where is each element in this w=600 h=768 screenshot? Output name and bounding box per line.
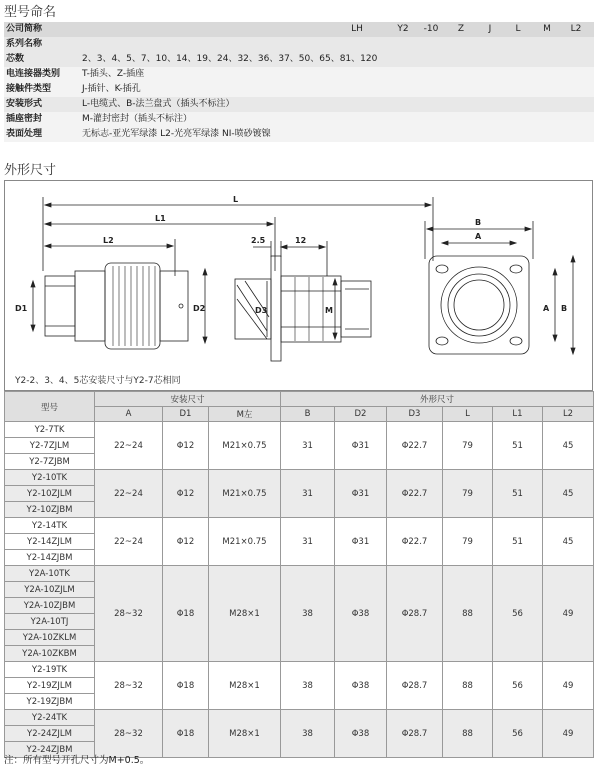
value-cell-l1: 56 xyxy=(493,566,543,662)
header-L1: L1 xyxy=(493,407,543,422)
dimensions-heading: 外形尺寸 xyxy=(4,163,57,178)
model-cell: Y2-24TK xyxy=(5,710,95,726)
value-cell-l1: 56 xyxy=(493,710,543,758)
table-row xyxy=(5,470,594,486)
footnote: 注：所有型号开孔尺寸为M+0.5。 xyxy=(4,755,150,766)
value-cell-l: 88 xyxy=(443,566,493,662)
dimension-table xyxy=(4,391,594,758)
naming-row-company xyxy=(4,22,594,37)
model-cell: Y2-7ZJBM xyxy=(5,454,95,470)
code-LH: LH xyxy=(351,24,363,34)
value-cell-m左: M28×1 xyxy=(209,710,281,758)
model-cell: Y2A-10ZKBM xyxy=(5,646,95,662)
header-install: 安装尺寸 xyxy=(95,392,281,407)
header-D1: D1 xyxy=(163,407,209,422)
value-cell-d3: Φ28.7 xyxy=(387,662,443,710)
code-10: -10 xyxy=(423,24,439,34)
model-cell: Y2A-10TK xyxy=(5,566,95,582)
value-cell-a: 28~32 xyxy=(95,710,163,758)
value-cell-l1: 56 xyxy=(493,662,543,710)
table-row xyxy=(5,662,594,678)
value-cell-b: 31 xyxy=(281,518,335,566)
naming-value: T-插头、Z-插座 xyxy=(82,69,145,79)
value-cell-l: 88 xyxy=(443,710,493,758)
header-L2: L2 xyxy=(543,407,594,422)
naming-value: L-电缆式、B-法兰盘式（插头不标注） xyxy=(82,99,235,109)
dim-D3-label: D3 xyxy=(255,306,268,315)
model-cell: Y2-14TK xyxy=(5,518,95,534)
table-row xyxy=(5,566,594,582)
naming-row-series xyxy=(4,37,594,52)
naming-label: 系列名称 xyxy=(6,39,43,49)
value-cell-a: 28~32 xyxy=(95,662,163,710)
naming-label: 表面处理 xyxy=(6,129,43,139)
value-cell-l1: 51 xyxy=(493,422,543,470)
header-B: B xyxy=(281,407,335,422)
header-model: 型号 xyxy=(5,392,95,422)
value-cell-b: 31 xyxy=(281,470,335,518)
naming-table xyxy=(4,22,594,142)
value-cell-b: 38 xyxy=(281,662,335,710)
header-A: A xyxy=(95,407,163,422)
naming-label: 安装形式 xyxy=(6,99,43,109)
model-cell: Y2-7TK xyxy=(5,422,95,438)
value-cell-d2: Φ31 xyxy=(335,518,387,566)
value-cell-l2: 45 xyxy=(543,518,594,566)
value-cell-l2: 49 xyxy=(543,566,594,662)
model-cell: Y2-14ZJBM xyxy=(5,550,95,566)
value-cell-d2: Φ31 xyxy=(335,422,387,470)
code-L: L xyxy=(515,24,521,34)
model-cell: Y2-7ZJLM xyxy=(5,438,95,454)
dim-D1-label: D1 xyxy=(15,304,28,313)
dim-M-label: M xyxy=(325,306,333,315)
value-cell-d1: Φ18 xyxy=(163,662,209,710)
dim-B-top-label: B xyxy=(475,218,482,227)
value-cell-d3: Φ28.7 xyxy=(387,710,443,758)
naming-row-contact xyxy=(4,82,594,97)
value-cell-l1: 51 xyxy=(493,470,543,518)
value-cell-d2: Φ31 xyxy=(335,470,387,518)
naming-label: 插座密封 xyxy=(6,114,43,124)
naming-value: 无标志-亚光军绿漆 L2-光亮军绿漆 NI-喷砂镀镍 xyxy=(82,129,271,139)
value-cell-m左: M28×1 xyxy=(209,566,281,662)
model-cell: Y2-24ZJBM xyxy=(5,742,95,758)
naming-value: 2、3、4、5、7、10、14、19、24、32、36、37、50、65、81、120 xyxy=(82,54,378,64)
value-cell-l2: 45 xyxy=(543,422,594,470)
connector-drawing xyxy=(5,181,592,390)
value-cell-d1: Φ12 xyxy=(163,470,209,518)
naming-row-type xyxy=(4,67,594,82)
model-cell: Y2A-10TJ xyxy=(5,614,95,630)
dim-L-label: L xyxy=(233,195,239,204)
code-M: M xyxy=(543,24,551,34)
dim-2-5-label: 2.5 xyxy=(251,236,266,245)
naming-row-mount xyxy=(4,97,594,112)
model-cell: Y2-10ZJLM xyxy=(5,486,95,502)
model-cell: Y2A-10ZJLM xyxy=(5,582,95,598)
table-row xyxy=(5,710,594,726)
value-cell-d1: Φ12 xyxy=(163,518,209,566)
header-M: M左 xyxy=(209,407,281,422)
value-cell-l2: 49 xyxy=(543,662,594,710)
value-cell-d3: Φ22.7 xyxy=(387,470,443,518)
model-cell: Y2A-10ZJBM xyxy=(5,598,95,614)
value-cell-a: 22~24 xyxy=(95,422,163,470)
value-cell-b: 31 xyxy=(281,422,335,470)
model-cell: Y2A-10ZKLM xyxy=(5,630,95,646)
model-cell: Y2-10ZJBM xyxy=(5,502,95,518)
naming-label: 公司简称 xyxy=(6,24,43,34)
dim-B-side-label: B xyxy=(561,304,568,313)
table-row xyxy=(5,518,594,534)
value-cell-a: 28~32 xyxy=(95,566,163,662)
naming-row-surface xyxy=(4,127,594,142)
value-cell-m左: M21×0.75 xyxy=(209,422,281,470)
header-L: L xyxy=(443,407,493,422)
naming-row-seal xyxy=(4,112,594,127)
header-outline: 外形尺寸 xyxy=(281,392,594,407)
header-D3: D3 xyxy=(387,407,443,422)
naming-value: M-灌封密封（插头不标注） xyxy=(82,114,193,124)
value-cell-d2: Φ38 xyxy=(335,710,387,758)
value-cell-l2: 49 xyxy=(543,710,594,758)
value-cell-l: 88 xyxy=(443,662,493,710)
dim-L2-label: L2 xyxy=(103,236,114,245)
dim-L1-label: L1 xyxy=(155,214,166,223)
naming-value: J-插针、K-插孔 xyxy=(82,84,141,94)
value-cell-d2: Φ38 xyxy=(335,566,387,662)
model-cell: Y2-14ZJLM xyxy=(5,534,95,550)
value-cell-b: 38 xyxy=(281,710,335,758)
value-cell-l: 79 xyxy=(443,470,493,518)
drawing-panel xyxy=(4,180,593,391)
dim-12-label: 12 xyxy=(295,236,307,245)
value-cell-d3: Φ22.7 xyxy=(387,518,443,566)
dim-D2-label: D2 xyxy=(193,304,206,313)
value-cell-a: 22~24 xyxy=(95,518,163,566)
naming-label: 接触件类型 xyxy=(6,84,52,94)
value-cell-d1: Φ18 xyxy=(163,566,209,662)
naming-label: 芯数 xyxy=(6,54,25,64)
code-Z: Z xyxy=(457,24,465,34)
value-cell-m左: M28×1 xyxy=(209,662,281,710)
model-cell: Y2-19TK xyxy=(5,662,95,678)
dim-A-top-label: A xyxy=(475,232,482,241)
model-cell: Y2-10TK xyxy=(5,470,95,486)
header-D2: D2 xyxy=(335,407,387,422)
dim-A-side-label: A xyxy=(543,304,550,313)
value-cell-d3: Φ28.7 xyxy=(387,566,443,662)
naming-label: 电连接器类别 xyxy=(6,69,61,79)
value-cell-d3: Φ22.7 xyxy=(387,422,443,470)
table-row xyxy=(5,422,594,438)
value-cell-l2: 45 xyxy=(543,470,594,518)
code-Y2: Y2 xyxy=(397,24,409,34)
value-cell-d1: Φ18 xyxy=(163,710,209,758)
value-cell-m左: M21×0.75 xyxy=(209,470,281,518)
value-cell-l: 79 xyxy=(443,422,493,470)
value-cell-d1: Φ12 xyxy=(163,422,209,470)
value-cell-l: 79 xyxy=(443,518,493,566)
table-header-row xyxy=(5,392,594,407)
value-cell-l1: 51 xyxy=(493,518,543,566)
value-cell-d2: Φ38 xyxy=(335,662,387,710)
drawing-caption: Y2-2、3、4、5芯安装尺寸与Y2-7芯相同 xyxy=(15,376,181,386)
model-cell: Y2-24ZJLM xyxy=(5,726,95,742)
code-L2: L2 xyxy=(570,24,582,34)
table-body xyxy=(5,422,594,758)
value-cell-b: 38 xyxy=(281,566,335,662)
value-cell-m左: M21×0.75 xyxy=(209,518,281,566)
value-cell-a: 22~24 xyxy=(95,470,163,518)
model-cell: Y2-19ZJLM xyxy=(5,678,95,694)
model-cell: Y2-19ZJBM xyxy=(5,694,95,710)
naming-row-cores xyxy=(4,52,594,67)
code-J: J xyxy=(488,24,492,34)
naming-heading: 型号命名 xyxy=(4,5,57,20)
